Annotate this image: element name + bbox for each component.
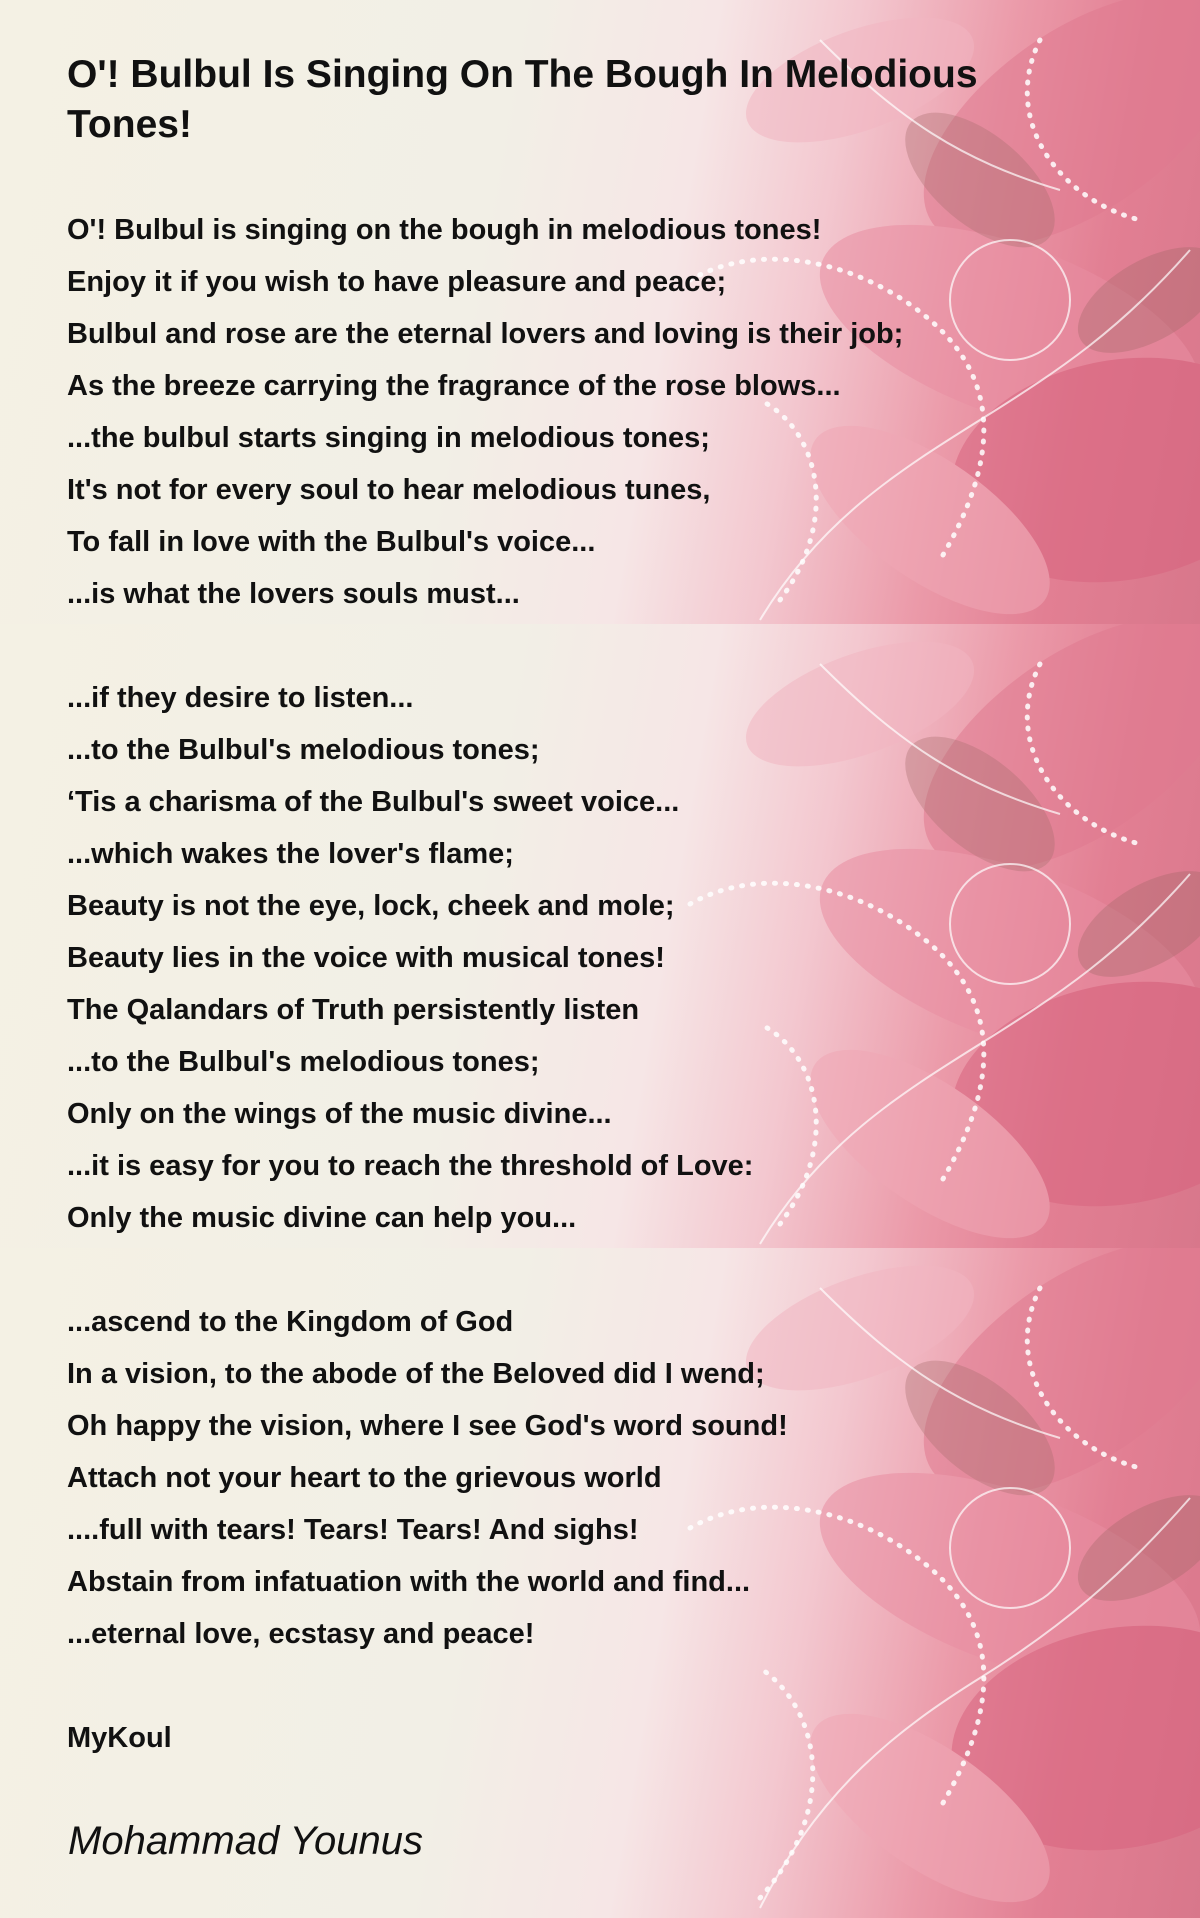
poem-line: The Qalandars of Truth persistently listen <box>67 994 640 1026</box>
poem-line: O'! Bulbul is singing on the bough in melodious tones! <box>67 214 822 246</box>
stanza-1 <box>67 204 1147 620</box>
poem-line: ...it is easy for you to reach the threshold of Love: <box>67 1150 754 1182</box>
poem-line: Oh happy the vision, where I see God's word sound! <box>67 1410 788 1442</box>
poem-line: Beauty is not the eye, lock, cheek and mole; <box>67 890 675 922</box>
poem-line: Enjoy it if you wish to have pleasure and peace; <box>67 266 727 298</box>
poem-line: To fall in love with the Bulbul's voice... <box>67 526 596 558</box>
poem-line: Beauty lies in the voice with musical tones! <box>67 942 665 974</box>
poem-line: It's not for every soul to hear melodious tunes, <box>67 474 711 506</box>
poem-line: ...is what the lovers souls must... <box>67 578 520 610</box>
poem-line: ...eternal love, ecstasy and peace! <box>67 1618 535 1650</box>
poem-title: O'! Bulbul Is Singing On The Bough In Melodious Tones! <box>67 53 978 146</box>
poem-line: Only the music divine can help you... <box>67 1202 577 1234</box>
poem-line: ...to the Bulbul's melodious tones; <box>67 1046 540 1078</box>
poem-author: Mohammad Younus <box>68 1819 424 1863</box>
poem-signature: MyKoul <box>67 1722 172 1754</box>
poem-line: Abstain from infatuation with the world and find... <box>67 1566 751 1598</box>
stanza-3 <box>67 1296 1147 1660</box>
poem-line: As the breeze carrying the fragrance of the rose blows... <box>67 370 841 402</box>
poem-line: ...the bulbul starts singing in melodious tones; <box>67 422 710 454</box>
poem-line: Bulbul and rose are the eternal lovers and loving is their job; <box>67 318 904 350</box>
poem-line: Attach not your heart to the grievous world <box>67 1462 662 1494</box>
poem-line: ‘Tis a charisma of the Bulbul's sweet voice... <box>67 786 680 818</box>
poem-line: ...to the Bulbul's melodious tones; <box>67 734 540 766</box>
poem-content <box>67 50 1147 1764</box>
poem-line: Only on the wings of the music divine... <box>67 1098 612 1130</box>
stanza-2 <box>67 672 1147 1244</box>
poem-line: In a vision, to the abode of the Beloved did I wend; <box>67 1358 765 1390</box>
poem-line: ...ascend to the Kingdom of God <box>67 1306 514 1338</box>
poem-line: ...if they desire to listen... <box>67 682 414 714</box>
poem-line: ...which wakes the lover's flame; <box>67 838 514 870</box>
poem-line: ....full with tears! Tears! Tears! And sighs! <box>67 1514 639 1546</box>
